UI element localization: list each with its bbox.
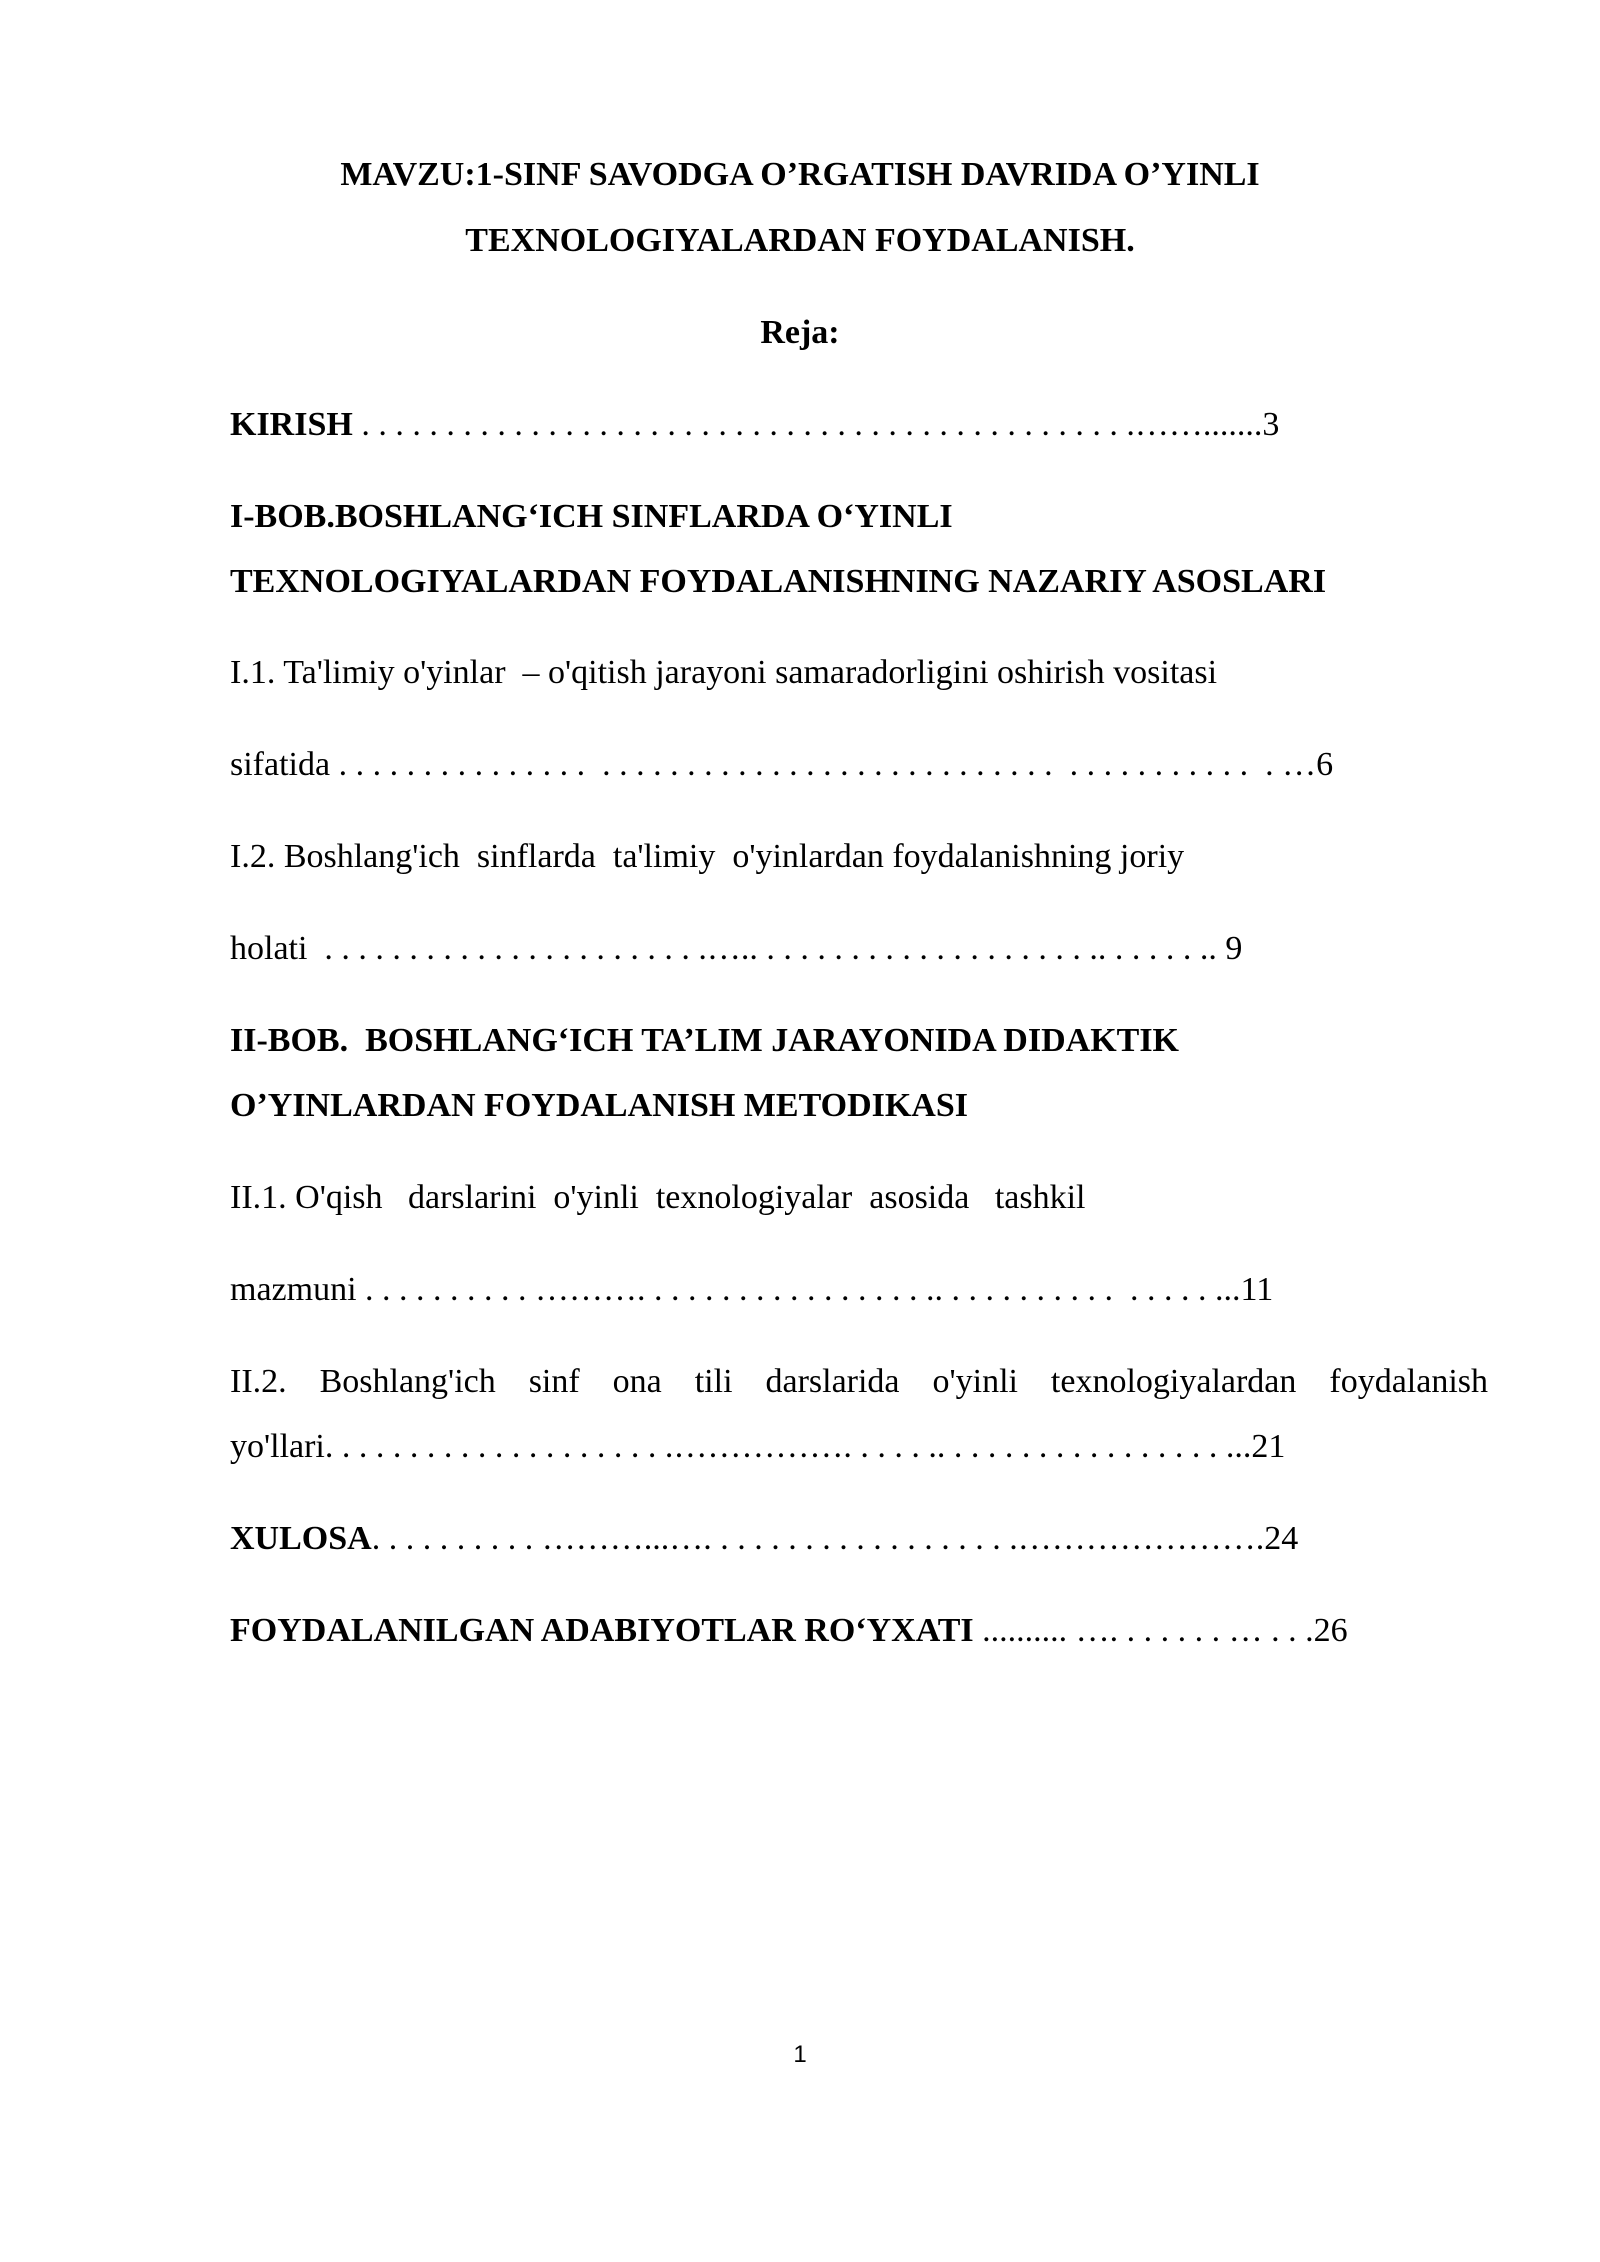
toc-section-2-2-line-1: II.2. Boshlang'ich sinf ona tili darslarida o'yinli texnologiyalardan foydalanish <box>230 1363 1488 1400</box>
toc-adabiyotlar-label: FOYDALANILGAN ADABIYOTLAR RO‘YXATI <box>230 1612 974 1649</box>
toc-xulosa-label: XULOSA <box>230 1520 372 1557</box>
toc-adabiyotlar-leader: .......... …. . . . . . . … . . .26 <box>973 1612 1348 1649</box>
toc-section-2-1-line-1: II.1. O'qish darslarini o'yinli texnologiyalar asosida tashkil <box>230 1179 1086 1216</box>
toc-section-2-1-line-2: mazmuni . . . . . . . . . . ………. . . . . . . . . . . . . . . . . .. . . . . . . . . . . . . . . . ...11 <box>230 1271 1274 1308</box>
toc-section-1-2-line-2: holati . . . . . . . . . . . . . . . . . . . . . . .….. . . . . . . . . . . . . . . . . . . . .. . . . . . .. 9 <box>230 930 1243 967</box>
page-number: 1 <box>793 2041 807 2068</box>
toc-chapter2-line-2: O’YINLARDAN FOYDALANISH METODIKASI <box>230 1087 969 1124</box>
toc-kirish-label: KIRISH <box>230 406 353 443</box>
toc-xulosa-leader: . . . . . . . . . . ………...…. . . . . . . . . . . . . . . . . . .………………….24 <box>371 1520 1299 1557</box>
toc-section-1-2-line-1: I.2. Boshlang'ich sinflarda ta'limiy o'yinlardan foydalanishning joriy <box>230 838 1185 875</box>
toc-kirish-leader: . . . . . . . . . . . . . . . . . . . . . . . . . . . . . . . . . . . . . . . . . . . . . .…….......3 <box>352 406 1280 443</box>
toc-chapter1-line-2: TEXNOLOGIYALARDAN FOYDALANISHNING NAZARIY ASOSLARI <box>230 563 1327 600</box>
toc-entry-xulosa <box>230 1519 1298 1559</box>
title-line-1: MAVZU:1-SINF SAVODGA O’RGATISH DAVRIDA O’YINLI <box>340 156 1260 193</box>
toc-section-2-2-line-2: yo'llari. . . . . . . . . . . . . . . . . . . . .……………. . . . . .. . . . . . . . . . . . . . . . . ...21 <box>230 1428 1286 1465</box>
toc-section-1-1-line-1: I.1. Ta'limiy o'yinlar – o'qitish jarayoni samaradorligini oshirish vositasi <box>230 654 1218 691</box>
title-line-2: TEXNOLOGIYALARDAN FOYDALANISH. <box>465 222 1135 259</box>
toc-entry-kirish <box>230 405 1279 445</box>
toc-section-1-1-line-2: sifatida . . . . . . . . . . . . . . . . . . . . . . . . . . . . . . . . . . . . . . . . . . . . . . . . . . . . . . …6 <box>230 746 1334 783</box>
toc-chapter1-line-1: I-BOB.BOSHLANG‘ICH SINFLARDA O‘YINLI <box>230 498 953 535</box>
toc-entry-adabiyotlar <box>230 1611 1348 1651</box>
plan-heading: Reja: <box>760 314 840 351</box>
toc-chapter2-line-1: II-BOB. BOSHLANG‘ICH TA’LIM JARAYONIDA DIDAKTIK <box>230 1022 1179 1059</box>
